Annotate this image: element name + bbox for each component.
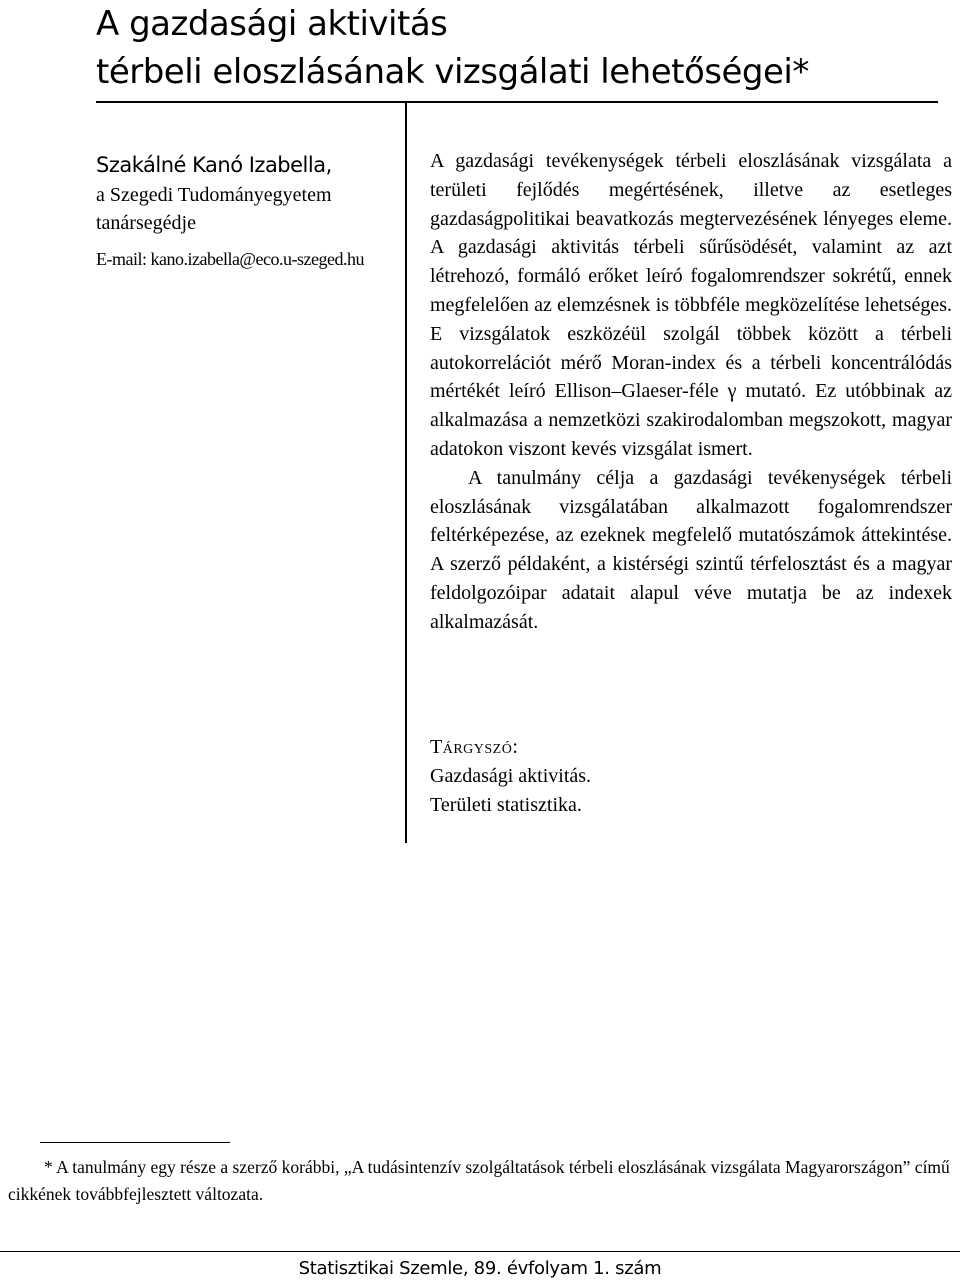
author-block: [96, 150, 396, 271]
article-title-line-2: térbeli eloszlásának vizsgálati lehetőségei*: [96, 52, 809, 92]
title-underline-divider: [96, 101, 938, 103]
abstract-paragraph-1: A gazdasági tevékenységek térbeli eloszlásának vizsgálata a területi fejlődés megértésének, illetve az esetleges gazdaságpolitikai beavatkozás megtervezésének lényeges eleme. A gazdasági aktivitás térbeli sűrűsödését, valamint az azt létrehozó, formáló erőket leíró fogalomrendszer sokrétű, ennek megfelelően az elemzésnek is többféle megközelítése lehetséges. E vizsgálatok eszközéül szolgál többek között a térbeli autokorrelációt mérő Moran-index és a térbeli koncentrálódás mértékét leíró Ellison–Glaeser-féle γ mutató. Ez utóbbinak az alkalmazása a nemzetközi szakirodalomban megszokott, magyar adatokon viszont kevés vizsgálat ismert.: [430, 150, 952, 460]
footnote: * A tanulmány egy része a szerző korábbi, „A tudásintenzív szolgáltatások térbeli eloszlásának vizsgálata Magyarországon” című cikkének továbbfejlesztett változata.: [8, 1157, 950, 1204]
author-name: Szakálné Kanó Izabella,: [96, 153, 332, 177]
article-title-line-1: A gazdasági aktivitás: [96, 4, 448, 44]
keywords-heading: Tárgyszó:: [430, 736, 519, 758]
abstract: [430, 147, 952, 637]
keyword-item: Területi statisztika.: [430, 794, 582, 816]
keywords-block: [430, 733, 930, 820]
abstract-paragraph-2: A tanulmány célja a gazdasági tevékenységek térbeli eloszlásának vizsgálatában alkalmazott fogalomrendszer feltérképezése, az ezeknek megfelelő mutatószámok áttekintése. A szerző példaként, a kistérségi szintű térfelosztást és a magyar feldolgozóipar adatait alapul véve mutatja be az indexek alkalmazását.: [430, 466, 952, 633]
author-email: E-mail: kano.izabella@eco.u-szeged.hu: [96, 249, 364, 269]
author-affiliation-line-1: a Szegedi Tudományegyetem: [96, 184, 332, 206]
author-affiliation-line-2: tanársegédje: [96, 212, 196, 234]
article-title: [96, 0, 936, 96]
keyword-item: Gazdasági aktivitás.: [430, 765, 592, 787]
journal-footer: Statisztikai Szemle, 89. évfolyam 1. szám: [298, 1258, 662, 1279]
footnote-divider: [40, 1142, 230, 1143]
column-divider: [405, 103, 407, 843]
footer-divider: [0, 1251, 960, 1252]
